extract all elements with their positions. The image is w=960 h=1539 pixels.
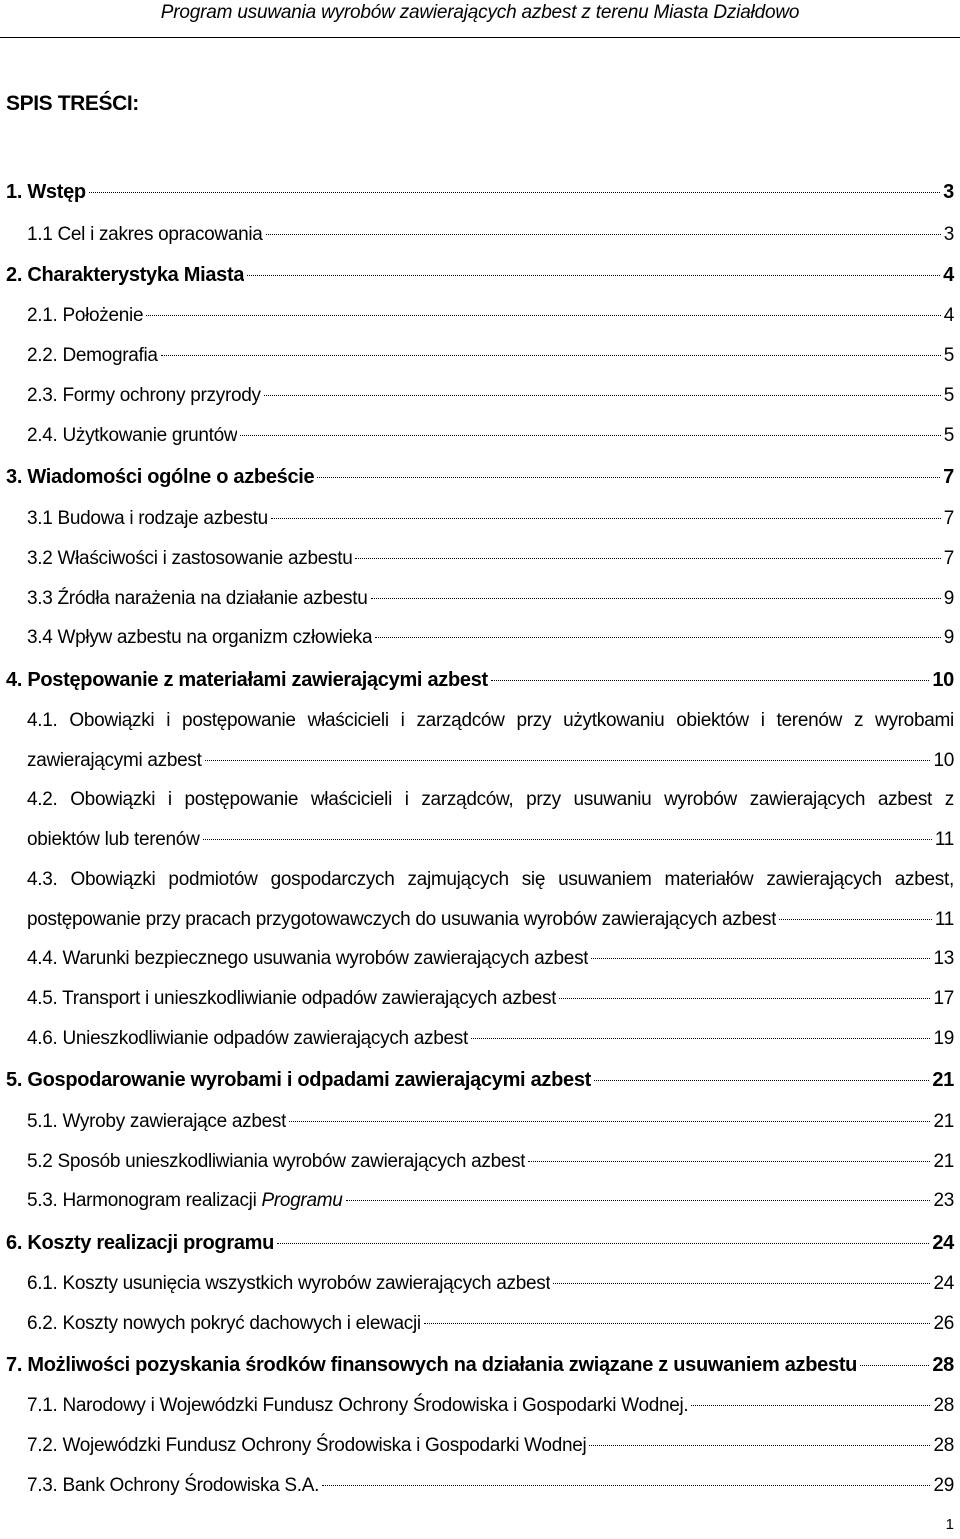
word: Obowiązki: [69, 710, 155, 731]
word: przy: [516, 710, 552, 731]
toc-entry-label: 2.1. Położenie: [27, 305, 144, 326]
toc-entry-chapter[interactable]: [6, 463, 954, 491]
toc-entry-label: 3.4 Wpływ azbestu na organizm człowieka: [27, 627, 373, 648]
toc-entry-page: 28: [933, 1395, 954, 1416]
toc-entry-section[interactable]: [27, 945, 954, 973]
toc-entry-section[interactable]: [27, 1270, 954, 1298]
toc-entry-section[interactable]: [27, 1472, 954, 1500]
word: przy: [526, 789, 561, 810]
dot-leader: [779, 919, 932, 920]
toc-entry-label: 2. Charakterystyka Miasta: [6, 264, 245, 286]
dot-leader: [346, 1200, 931, 1201]
toc-entry-page: 7: [943, 466, 954, 488]
toc-entry-section[interactable]: [27, 1108, 954, 1136]
toc-entry-page: 4: [943, 305, 954, 326]
toc-entry-page: 28: [933, 1435, 954, 1456]
toc-entry-page: 7: [943, 508, 954, 529]
toc-entry-section[interactable]: [27, 545, 954, 573]
toc-entry-page: 9: [943, 588, 954, 609]
word: 4.1.: [27, 710, 58, 731]
dot-leader: [553, 1283, 930, 1284]
toc-entry-label: 2.3. Formy ochrony przyrody: [27, 385, 261, 406]
dot-leader: [691, 1405, 930, 1406]
dot-leader: [271, 518, 941, 519]
dot-leader: [355, 558, 940, 559]
toc-entry-page: 5: [943, 425, 954, 446]
toc-entry-page: 11: [934, 909, 954, 930]
toc-entry-page: 4: [943, 264, 954, 286]
dot-leader: [264, 395, 941, 396]
toc-entry-page: 19: [933, 1028, 954, 1049]
word: zajmujących: [407, 869, 509, 890]
toc-entry-label: 4. Postępowanie z materiałami zawierającymi azbest: [6, 669, 488, 691]
dot-leader: [860, 1365, 929, 1366]
word: właścicieli: [307, 710, 389, 731]
toc-entry-wrapped-first-line[interactable]: [27, 707, 954, 735]
word: azbest: [877, 789, 933, 810]
dot-leader: [559, 998, 930, 999]
toc-entry-label: zawierającymi azbest: [27, 750, 202, 771]
page-header: [0, 0, 960, 38]
toc-entry-page: 28: [932, 1354, 954, 1376]
toc-entry-section[interactable]: [27, 302, 954, 330]
toc-entry-page: 10: [933, 750, 954, 771]
toc-entry-section[interactable]: [27, 1148, 954, 1176]
word: materiałów: [664, 869, 754, 890]
word: zarządców,: [421, 789, 514, 810]
toc-entry-label: 3.2 Właściwości i zastosowanie azbestu: [27, 548, 353, 569]
toc-entry-section[interactable]: [27, 382, 954, 410]
word: Obowiązki: [70, 789, 156, 810]
toc-entry-page: 11: [934, 829, 954, 850]
toc-entry-section[interactable]: [27, 906, 954, 934]
toc-entry-label: [27, 1187, 343, 1215]
toc-entry-label: 6. Koszty realizacji programu: [6, 1232, 275, 1254]
toc-entry-chapter[interactable]: [6, 261, 954, 289]
toc-entry-section[interactable]: [27, 342, 954, 370]
dot-leader: [471, 1038, 931, 1039]
dot-leader: [266, 234, 941, 235]
toc-entry-label: 5.1. Wyroby zawierające azbest: [27, 1111, 287, 1132]
dot-leader: [277, 1243, 929, 1244]
word: użytkowaniu: [563, 710, 665, 731]
word: z: [944, 789, 954, 810]
word: gospodarczych: [270, 869, 395, 890]
toc-title: SPIS TREŚCI:: [6, 92, 139, 115]
toc-entry-section[interactable]: [27, 1310, 954, 1338]
word: Obowiązki: [70, 869, 156, 890]
word: 4.2.: [27, 789, 58, 810]
toc-entry-label: 6.2. Koszty nowych pokryć dachowych i elewacji: [27, 1313, 421, 1334]
toc-entry-page: 10: [932, 669, 954, 691]
word: postępowanie: [182, 710, 296, 731]
dot-leader: [205, 760, 931, 761]
word: właścicieli: [310, 789, 393, 810]
dot-leader: [146, 315, 940, 316]
dot-leader: [322, 1485, 930, 1486]
toc-entry-chapter[interactable]: [6, 178, 954, 206]
page-number: 1: [945, 1516, 954, 1533]
toc-entry-page: 17: [933, 988, 954, 1009]
toc-entry-page: 29: [933, 1475, 954, 1496]
toc-entry-chapter[interactable]: [6, 666, 954, 694]
toc-entry-section[interactable]: [27, 1187, 954, 1215]
toc-entry-page: 21: [932, 1069, 954, 1091]
toc-entry-label: 1. Wstęp: [6, 181, 86, 203]
toc-entry-chapter[interactable]: [6, 1229, 954, 1257]
toc-entry-page: 5: [943, 385, 954, 406]
word: się: [521, 869, 546, 890]
dot-leader: [371, 598, 941, 599]
toc-entry-label: 7. Możliwości pozyskania środków finansowych na działania związane z usuwaniem azbestu: [6, 1354, 858, 1376]
toc-entry-page: 13: [933, 948, 954, 969]
dot-leader: [317, 477, 940, 478]
toc-entry-section[interactable]: [27, 1392, 954, 1420]
dot-leader: [289, 1121, 930, 1122]
word: i: [760, 710, 765, 731]
word: i: [404, 789, 409, 810]
toc-entry-page: 5: [943, 345, 954, 366]
word: z: [853, 710, 864, 731]
toc-entry-page: 24: [932, 1232, 954, 1254]
toc-entry-page: 3: [943, 181, 954, 203]
toc-entry-section[interactable]: [27, 1025, 954, 1053]
toc-entry-label: 4.6. Unieszkodliwianie odpadów zawierających azbest: [27, 1028, 468, 1049]
dot-leader: [528, 1161, 930, 1162]
toc-entry-page: 26: [933, 1313, 954, 1334]
word: obiektów: [676, 710, 749, 731]
toc-entry-page: 3: [943, 224, 954, 245]
dot-leader: [203, 839, 932, 840]
dot-leader: [247, 275, 940, 276]
toc-entry-label-text: 5.3. Harmonogram realizacji: [27, 1190, 262, 1211]
toc-entry-label: 7.2. Wojewódzki Fundusz Ochrony Środowiska i Gospodarki Wodnej: [27, 1435, 587, 1456]
toc-entry-label: 7.3. Bank Ochrony Środowiska S.A.: [27, 1475, 320, 1496]
toc-entry-label: 1.1 Cel i zakres opracowania: [27, 224, 263, 245]
toc-entry-label-italic: Programu: [261, 1190, 343, 1211]
toc-entry-chapter[interactable]: [6, 1351, 954, 1379]
toc-entry-wrapped-first-line[interactable]: [27, 866, 954, 894]
dot-leader: [240, 435, 940, 436]
word: terenów: [776, 710, 843, 731]
toc-entry-page: 24: [933, 1273, 954, 1294]
word: zawierających: [749, 789, 866, 810]
word: 4.3.: [27, 869, 58, 890]
word: i: [166, 710, 171, 731]
toc-entry-page: 7: [943, 548, 954, 569]
word: i: [167, 789, 172, 810]
dot-leader: [589, 1445, 930, 1446]
word: azbest,: [894, 869, 954, 890]
running-title: Program usuwania wyrobów zawierających azbest z terenu Miasta Działdowo: [160, 2, 800, 23]
toc-entry-page: 21: [933, 1151, 954, 1172]
toc-entry-label: 6.1. Koszty usunięcia wszystkich wyrobów zawierających azbest: [27, 1273, 551, 1294]
toc-entry-label: 3.1 Budowa i rodzaje azbestu: [27, 508, 268, 529]
toc-entry-section[interactable]: [27, 422, 954, 450]
toc-entry-label: 3.3 Źródła narażenia na działanie azbestu: [27, 588, 368, 609]
toc-entry-label: postępowanie przy pracach przygotowawczych do usuwania wyrobów zawierających azbest: [27, 909, 777, 930]
word: postępowanie: [184, 789, 299, 810]
dot-leader: [424, 1323, 931, 1324]
toc-entry-label: 4.5. Transport i unieszkodliwianie odpadów zawierających azbest: [27, 988, 557, 1009]
toc-entry-label: 5.2 Sposób unieszkodliwiania wyrobów zawierających azbest: [27, 1151, 526, 1172]
dot-leader: [375, 637, 940, 638]
word: zawierających: [766, 869, 882, 890]
toc-entry-label: 5. Gospodarowanie wyrobami i odpadami zawierającymi azbest: [6, 1069, 592, 1091]
toc-entry-label: 3. Wiadomości ogólne o azbeście: [6, 466, 315, 488]
toc-entry-section[interactable]: [27, 505, 954, 533]
word: i: [400, 710, 405, 731]
toc-entry-page: 23: [933, 1190, 954, 1211]
toc-entry-section[interactable]: [27, 221, 954, 249]
toc-entry-label: 4.4. Warunki bezpiecznego usuwania wyrobów zawierających azbest: [27, 948, 589, 969]
dot-leader: [594, 1080, 929, 1081]
toc-entry-wrapped-first-line[interactable]: [27, 786, 954, 814]
dot-leader: [491, 680, 929, 681]
word: wyrobami: [875, 710, 954, 731]
word: usuwaniu: [573, 789, 652, 810]
word: podmiotów: [168, 869, 258, 890]
word: wyrobów: [664, 789, 737, 810]
toc-entry-label: 2.4. Użytkowanie gruntów: [27, 425, 238, 446]
toc-entry-label: 7.1. Narodowy i Wojewódzki Fundusz Ochrony Środowiska i Gospodarki Wodnej.: [27, 1395, 689, 1416]
toc-entry-page: 9: [943, 627, 954, 648]
dot-leader: [161, 355, 941, 356]
toc-entry-section[interactable]: [27, 624, 954, 652]
dot-leader: [89, 192, 940, 193]
toc-entry-chapter[interactable]: [6, 1066, 954, 1094]
toc-entry-label: 2.2. Demografia: [27, 345, 158, 366]
dot-leader: [591, 958, 930, 959]
toc-entry-section[interactable]: [27, 747, 954, 775]
toc-entry-section[interactable]: [27, 1432, 954, 1460]
toc-entry-page: 21: [933, 1111, 954, 1132]
word: usuwaniem: [558, 869, 652, 890]
toc-entry-section[interactable]: [27, 985, 954, 1013]
word: zarządców: [416, 710, 505, 731]
toc-entry-section[interactable]: [27, 585, 954, 613]
toc-entry-section[interactable]: [27, 826, 954, 854]
toc-entry-label: obiektów lub terenów: [27, 829, 200, 850]
